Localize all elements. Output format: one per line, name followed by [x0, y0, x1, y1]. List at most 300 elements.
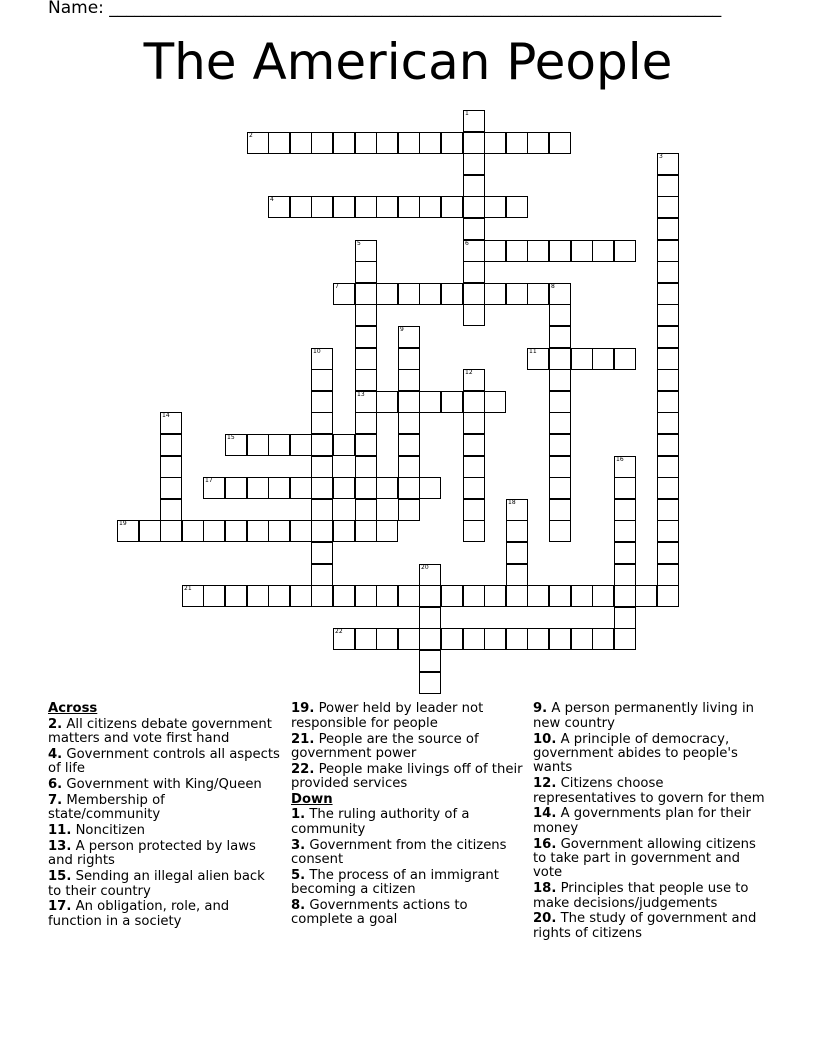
grid-cell[interactable] — [117, 520, 139, 542]
grid-cell[interactable] — [139, 520, 161, 542]
grid-cell[interactable] — [657, 477, 679, 499]
grid-cell[interactable] — [160, 520, 182, 542]
grid-cell[interactable] — [398, 348, 420, 370]
grid-cell[interactable] — [506, 499, 528, 521]
clue — [291, 869, 523, 898]
grid-cell[interactable] — [247, 585, 269, 607]
grid-cell[interactable] — [441, 196, 463, 218]
clue-text: The study of government and rights of citizens — [533, 911, 757, 941]
grid-cell[interactable] — [311, 369, 333, 391]
cell-number: 18 — [508, 499, 516, 506]
grid-cell[interactable] — [506, 585, 528, 607]
clue — [48, 900, 280, 929]
grid-cell[interactable] — [463, 283, 485, 305]
cell-number: 21 — [184, 585, 192, 592]
grid-cell[interactable] — [247, 520, 269, 542]
grid-cell[interactable] — [355, 326, 377, 348]
grid-cell[interactable] — [355, 434, 377, 456]
grid-cell[interactable] — [376, 477, 398, 499]
grid-cell[interactable] — [419, 672, 441, 694]
grid-cell[interactable] — [333, 434, 355, 456]
grid-cell[interactable] — [484, 391, 506, 413]
grid-cell[interactable] — [484, 585, 506, 607]
page-title: The American People — [143, 33, 673, 91]
grid-cell[interactable] — [419, 132, 441, 154]
grid-cell[interactable] — [657, 348, 679, 370]
grid-cell[interactable] — [398, 628, 420, 650]
grid-cell[interactable] — [333, 132, 355, 154]
grid-cell[interactable] — [527, 628, 549, 650]
grid-cell[interactable] — [182, 520, 204, 542]
across-clue-list — [48, 718, 280, 929]
grid-cell[interactable] — [203, 585, 225, 607]
grid-cell[interactable] — [419, 391, 441, 413]
grid-cell[interactable] — [571, 628, 593, 650]
grid-cell[interactable] — [419, 196, 441, 218]
grid-cell[interactable] — [463, 369, 485, 391]
grid-cell[interactable] — [376, 132, 398, 154]
grid-cell[interactable] — [549, 628, 571, 650]
clue-text: All citizens debate government matters and vote first hand — [48, 716, 272, 747]
grid-cell[interactable] — [657, 456, 679, 478]
grid-cell[interactable] — [311, 477, 333, 499]
grid-cell[interactable] — [225, 477, 247, 499]
clue-text: Sending an illegal alien back to their country — [48, 869, 265, 899]
grid-cell[interactable] — [355, 196, 377, 218]
grid-cell[interactable] — [657, 153, 679, 175]
grid-cell[interactable] — [506, 542, 528, 564]
grid-cell[interactable] — [355, 499, 377, 521]
grid-cell[interactable] — [398, 391, 420, 413]
grid-cell[interactable] — [355, 240, 377, 262]
clue-number: 15. — [48, 869, 72, 885]
clue-text: An obligation, role, and function in a society — [48, 899, 230, 929]
grid-cell[interactable] — [311, 132, 333, 154]
clue-number: 3. — [291, 837, 306, 853]
grid-cell[interactable] — [441, 391, 463, 413]
grid-cell[interactable] — [614, 607, 636, 629]
cell-number: 17 — [205, 477, 213, 484]
grid-cell[interactable] — [571, 585, 593, 607]
grid-cell[interactable] — [225, 585, 247, 607]
down-clue-list — [291, 808, 523, 927]
clue-text: Noncitizen — [71, 823, 146, 839]
clue-number: 9. — [533, 701, 548, 717]
clue-number: 1. — [291, 807, 306, 823]
grid-cell[interactable] — [311, 348, 333, 370]
grid-cell[interactable] — [290, 132, 312, 154]
clue-text: Government allowing citizens to take part in government and vote — [533, 836, 756, 881]
grid-cell[interactable] — [290, 520, 312, 542]
grid-cell[interactable] — [311, 499, 333, 521]
clue-number: 2. — [48, 716, 63, 732]
grid-cell[interactable] — [614, 520, 636, 542]
grid-cell[interactable] — [398, 499, 420, 521]
grid-cell[interactable] — [247, 132, 269, 154]
cell-number: 11 — [529, 348, 537, 355]
grid-cell[interactable] — [614, 628, 636, 650]
down-heading: Down — [291, 791, 333, 807]
grid-cell[interactable] — [268, 196, 290, 218]
grid-cell[interactable] — [398, 585, 420, 607]
clue — [48, 718, 280, 747]
grid-cell[interactable] — [441, 132, 463, 154]
grid-cell[interactable] — [549, 326, 571, 348]
grid-cell[interactable] — [549, 477, 571, 499]
clue-text: Governments actions to complete a goal — [291, 898, 468, 928]
grid-cell[interactable] — [376, 196, 398, 218]
grid-cell[interactable] — [355, 261, 377, 283]
clue — [48, 748, 280, 777]
grid-cell[interactable] — [311, 564, 333, 586]
grid-cell[interactable] — [484, 628, 506, 650]
grid-cell[interactable] — [463, 585, 485, 607]
grid-cell[interactable] — [441, 628, 463, 650]
clue — [533, 702, 765, 731]
grid-cell[interactable] — [311, 196, 333, 218]
name-line[interactable]: Name: ________________________________________________________________________ — [48, 0, 722, 18]
grid-cell[interactable] — [657, 585, 679, 607]
grid-cell[interactable] — [355, 283, 377, 305]
grid-cell[interactable] — [657, 564, 679, 586]
grid-cell[interactable] — [355, 477, 377, 499]
grid-cell[interactable] — [463, 261, 485, 283]
clue-number: 10. — [533, 731, 557, 747]
grid-cell[interactable] — [268, 477, 290, 499]
clue-text: Principles that people use to make decisions/judgements — [533, 881, 749, 911]
grid-cell[interactable] — [463, 391, 485, 413]
grid-cell[interactable] — [592, 348, 614, 370]
grid-cell[interactable] — [311, 456, 333, 478]
grid-cell[interactable] — [614, 542, 636, 564]
cell-number: 10 — [313, 348, 321, 355]
grid-cell[interactable] — [506, 283, 528, 305]
clue — [291, 899, 523, 928]
grid-cell[interactable] — [527, 132, 549, 154]
down-clue-list-continued — [533, 702, 765, 941]
grid-cell[interactable] — [463, 628, 485, 650]
clue-number: 22. — [291, 761, 315, 777]
grid-cell[interactable] — [657, 196, 679, 218]
grid-cell[interactable] — [484, 240, 506, 262]
grid-cell[interactable] — [614, 564, 636, 586]
grid-cell[interactable] — [549, 391, 571, 413]
grid-cell[interactable] — [203, 477, 225, 499]
grid-cell[interactable] — [333, 520, 355, 542]
grid-cell[interactable] — [419, 607, 441, 629]
grid-cell[interactable] — [441, 283, 463, 305]
grid-cell[interactable] — [160, 499, 182, 521]
clue-number: 5. — [291, 867, 306, 883]
cell-number: 4 — [270, 196, 274, 203]
clue — [48, 778, 280, 792]
clue-text: Citizens choose representatives to govern for them — [533, 776, 765, 806]
grid-cell[interactable] — [355, 391, 377, 413]
clue-number: 4. — [48, 747, 63, 762]
clue — [291, 808, 523, 837]
grid-cell[interactable] — [398, 369, 420, 391]
cell-number: 12 — [465, 369, 473, 376]
grid-cell[interactable] — [290, 196, 312, 218]
grid-cell[interactable] — [463, 153, 485, 175]
clue — [533, 882, 765, 911]
grid-cell[interactable] — [463, 520, 485, 542]
grid-cell[interactable] — [657, 542, 679, 564]
grid-cell[interactable] — [592, 628, 614, 650]
grid-cell[interactable] — [376, 283, 398, 305]
grid-cell[interactable] — [419, 585, 441, 607]
grid-cell[interactable] — [355, 456, 377, 478]
grid-cell[interactable] — [225, 520, 247, 542]
cell-number: 7 — [335, 283, 339, 290]
grid-cell[interactable] — [355, 585, 377, 607]
clue-number: 16. — [533, 836, 557, 852]
grid-cell[interactable] — [376, 628, 398, 650]
grid-cell[interactable] — [592, 240, 614, 262]
grid-cell[interactable] — [398, 132, 420, 154]
grid-cell[interactable] — [355, 132, 377, 154]
grid-cell[interactable] — [549, 348, 571, 370]
grid-cell[interactable] — [160, 412, 182, 434]
cell-number: 8 — [551, 283, 555, 290]
grid-cell[interactable] — [398, 477, 420, 499]
grid-cell[interactable] — [527, 348, 549, 370]
cell-number: 1 — [465, 110, 469, 117]
grid-cell[interactable] — [549, 520, 571, 542]
grid-cell[interactable] — [376, 391, 398, 413]
grid-cell[interactable] — [419, 564, 441, 586]
grid-cell[interactable] — [160, 456, 182, 478]
grid-cell[interactable] — [549, 585, 571, 607]
grid-cell[interactable] — [419, 650, 441, 672]
grid-cell[interactable] — [549, 283, 571, 305]
clue-text: People are the source of government power — [291, 731, 479, 761]
grid-cell[interactable] — [247, 434, 269, 456]
grid-cell[interactable] — [203, 520, 225, 542]
grid-cell[interactable] — [398, 196, 420, 218]
grid-cell[interactable] — [506, 132, 528, 154]
grid-cell[interactable] — [614, 499, 636, 521]
clue — [533, 838, 765, 881]
grid-cell[interactable] — [527, 240, 549, 262]
grid-cell[interactable] — [463, 477, 485, 499]
clue-text: Government controls all aspects of life — [48, 747, 280, 777]
grid-cell[interactable] — [355, 304, 377, 326]
grid-cell[interactable] — [333, 477, 355, 499]
grid-cell[interactable] — [268, 585, 290, 607]
grid-cell[interactable] — [506, 628, 528, 650]
grid-cell[interactable] — [355, 520, 377, 542]
grid-cell[interactable] — [506, 520, 528, 542]
grid-cell[interactable] — [506, 240, 528, 262]
clue — [48, 870, 280, 899]
cell-number: 20 — [421, 564, 429, 571]
grid-cell[interactable] — [657, 434, 679, 456]
cell-number: 13 — [357, 391, 365, 398]
grid-cell[interactable] — [571, 348, 593, 370]
grid-cell[interactable] — [463, 175, 485, 197]
grid-cell[interactable] — [549, 132, 571, 154]
cell-number: 2 — [249, 132, 253, 139]
grid-cell[interactable] — [398, 434, 420, 456]
grid-cell[interactable] — [484, 132, 506, 154]
clue-number: 8. — [291, 898, 306, 914]
grid-cell[interactable] — [311, 434, 333, 456]
grid-cell[interactable] — [355, 369, 377, 391]
clue-number: 11. — [48, 823, 72, 839]
grid-cell[interactable] — [657, 326, 679, 348]
grid-cell[interactable] — [484, 283, 506, 305]
grid-cell[interactable] — [419, 283, 441, 305]
grid-cell[interactable] — [311, 391, 333, 413]
cell-number: 19 — [119, 520, 127, 527]
grid-cell[interactable] — [463, 412, 485, 434]
clue-text: The ruling authority of a community — [291, 807, 470, 837]
clue-text: A person protected by laws and rights — [48, 839, 256, 869]
grid-cell[interactable] — [311, 585, 333, 607]
clue-text: People make livings off of their provided services — [291, 761, 523, 792]
grid-cell[interactable] — [657, 175, 679, 197]
grid-cell[interactable] — [592, 585, 614, 607]
cell-number: 15 — [227, 434, 235, 441]
grid-cell[interactable] — [463, 499, 485, 521]
grid-cell[interactable] — [268, 520, 290, 542]
grid-cell[interactable] — [376, 585, 398, 607]
clue-text: Government with King/Queen — [62, 777, 262, 793]
grid-cell[interactable] — [398, 283, 420, 305]
grid-cell[interactable] — [506, 564, 528, 586]
grid-cell[interactable] — [268, 434, 290, 456]
clue — [48, 840, 280, 869]
clue-number: 14. — [533, 806, 557, 822]
clue-text: The process of an immigrant becoming a citizen — [291, 867, 499, 898]
clue-number: 17. — [48, 899, 72, 915]
clue-number: 7. — [48, 793, 63, 808]
grid-cell[interactable] — [225, 434, 247, 456]
clue-number: 6. — [48, 777, 63, 793]
grid-cell[interactable] — [549, 304, 571, 326]
clue — [533, 807, 765, 836]
clue-number: 20. — [533, 911, 557, 927]
grid-cell[interactable] — [527, 283, 549, 305]
grid-cell[interactable] — [398, 326, 420, 348]
grid-cell[interactable] — [657, 261, 679, 283]
grid-cell[interactable] — [614, 585, 636, 607]
cell-number: 14 — [162, 412, 170, 419]
grid-cell[interactable] — [398, 412, 420, 434]
clue-number: 12. — [533, 776, 557, 792]
grid-cell[interactable] — [290, 585, 312, 607]
grid-cell[interactable] — [182, 585, 204, 607]
grid-cell[interactable] — [441, 585, 463, 607]
grid-cell[interactable] — [657, 369, 679, 391]
clue — [533, 912, 765, 941]
grid-cell[interactable] — [160, 434, 182, 456]
grid-cell[interactable] — [419, 477, 441, 499]
grid-cell[interactable] — [571, 240, 593, 262]
grid-cell[interactable] — [290, 477, 312, 499]
grid-cell[interactable] — [657, 218, 679, 240]
grid-cell[interactable] — [614, 477, 636, 499]
grid-cell[interactable] — [549, 369, 571, 391]
grid-cell[interactable] — [657, 520, 679, 542]
grid-cell[interactable] — [398, 456, 420, 478]
grid-cell[interactable] — [419, 628, 441, 650]
grid-cell[interactable] — [614, 240, 636, 262]
grid-cell[interactable] — [614, 456, 636, 478]
clues-column-2 — [291, 701, 523, 928]
grid-cell[interactable] — [311, 412, 333, 434]
grid-cell[interactable] — [355, 628, 377, 650]
grid-cell[interactable] — [333, 283, 355, 305]
grid-cell[interactable] — [333, 628, 355, 650]
clue — [48, 794, 280, 823]
grid-cell[interactable] — [506, 196, 528, 218]
grid-cell[interactable] — [463, 218, 485, 240]
grid-cell[interactable] — [463, 456, 485, 478]
grid-cell[interactable] — [657, 499, 679, 521]
clue-text: Government from the citizens consent — [291, 837, 507, 868]
clue-number: 21. — [291, 731, 315, 747]
grid-cell[interactable] — [311, 520, 333, 542]
grid-cell[interactable] — [355, 348, 377, 370]
grid-cell[interactable] — [268, 132, 290, 154]
grid-cell[interactable] — [657, 412, 679, 434]
grid-cell[interactable] — [333, 196, 355, 218]
across-clue-list-continued — [291, 702, 523, 791]
clue — [291, 702, 523, 731]
grid-cell[interactable] — [333, 585, 355, 607]
grid-cell[interactable] — [463, 304, 485, 326]
grid-cell[interactable] — [463, 240, 485, 262]
grid-cell[interactable] — [657, 304, 679, 326]
grid-cell[interactable] — [463, 196, 485, 218]
clues-column-3 — [533, 701, 765, 941]
clue — [291, 839, 523, 868]
grid-cell[interactable] — [657, 283, 679, 305]
grid-cell[interactable] — [160, 477, 182, 499]
clue — [291, 763, 523, 792]
grid-cell[interactable] — [614, 348, 636, 370]
grid-cell[interactable] — [355, 412, 377, 434]
clue — [533, 733, 765, 776]
grid-cell[interactable] — [635, 585, 657, 607]
cell-number: 16 — [616, 456, 624, 463]
clue — [48, 824, 280, 838]
grid-cell[interactable] — [549, 456, 571, 478]
across-heading: Across — [48, 701, 98, 716]
grid-cell[interactable] — [657, 391, 679, 413]
grid-cell[interactable] — [463, 132, 485, 154]
grid-cell[interactable] — [549, 499, 571, 521]
grid-cell[interactable] — [376, 520, 398, 542]
grid-cell[interactable] — [549, 434, 571, 456]
clue-number: 19. — [291, 701, 315, 717]
grid-cell[interactable] — [247, 477, 269, 499]
grid-cell[interactable] — [463, 110, 485, 132]
grid-cell[interactable] — [290, 434, 312, 456]
clue-text: A principle of democracy, government abides to people's wants — [533, 731, 738, 776]
grid-cell[interactable] — [311, 542, 333, 564]
clue-number: 13. — [48, 839, 72, 854]
grid-cell[interactable] — [657, 240, 679, 262]
cell-number: 5 — [357, 240, 361, 247]
grid-cell[interactable] — [527, 585, 549, 607]
grid-cell[interactable] — [549, 412, 571, 434]
grid-cell[interactable] — [549, 240, 571, 262]
grid-cell[interactable] — [484, 196, 506, 218]
grid-cell[interactable] — [463, 434, 485, 456]
